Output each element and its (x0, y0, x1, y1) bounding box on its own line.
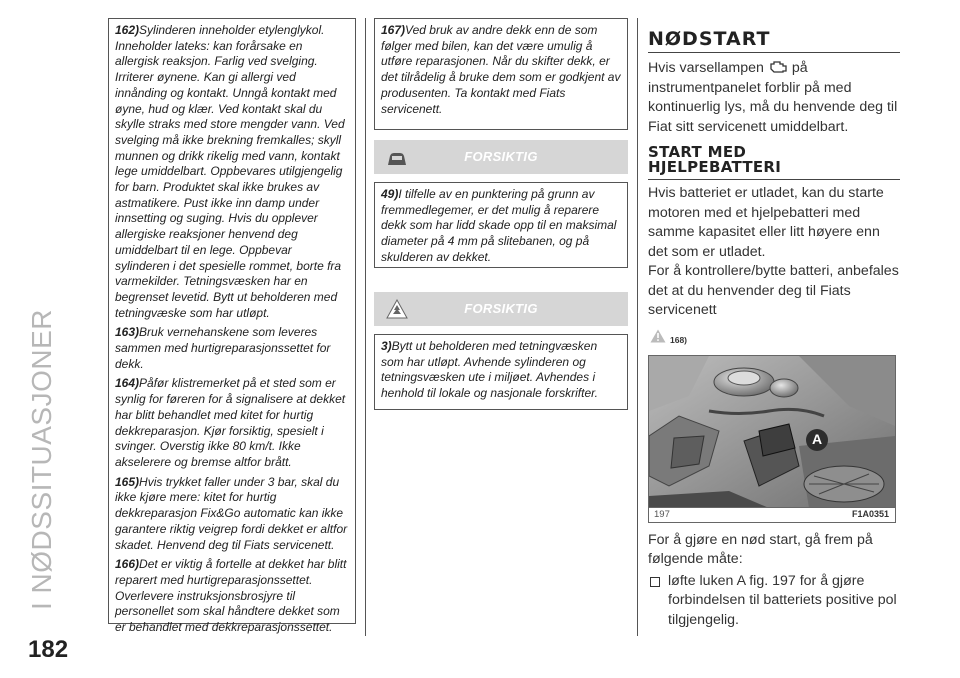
subheading-rule (648, 179, 900, 180)
warning-triangle-icon (650, 329, 666, 343)
section-heading: NØDSTART (648, 28, 771, 50)
note-text: I tilfelle av en punktering på grunn av fremmedlegemer, er det mulig å reparere dekk som har lidd skade opp til en maksimal diameter på 4 mm på slitebanen, og på skulderen av dekket. (381, 187, 617, 264)
note-number: 3) (381, 339, 392, 353)
subheading (648, 145, 900, 175)
column-divider (637, 18, 638, 636)
note-number: 164) (115, 376, 140, 391)
note-text: Påfør klistremerket på et sted som er synlig for føreren for å signalisere at dekket har blitt behandlet med kitet for hurtig dekkreparasjon. Kjør forsiktig, spesielt i svinger. Overstig ikke 80 km/t. Ikke akselerere og bremse altfor brått. (115, 376, 346, 469)
figure-callout-label: A (811, 430, 823, 447)
note-3 (381, 339, 621, 402)
note-text: Ved bruk av andre dekk enn de som følger med bilen, kan det være umulig å utføre reparasjonen. Når du skifter dekk, er det tilrådelig å bruke dem som er godkjent av produsenten. Ta kontakt med Fiats servicenett. (381, 23, 621, 116)
subheading-line: START MED (648, 143, 747, 161)
warning-reference (648, 327, 900, 351)
note-number: 163) (115, 325, 140, 340)
caution-banner (374, 140, 628, 174)
side-chapter-title (6, 30, 57, 610)
step-bullet-icon (650, 577, 660, 587)
note-number: 162) (115, 23, 140, 37)
note-number: 166) (115, 557, 140, 572)
intro-text-after: på instrumentpanelet forblir på med kontinuerlig lys, må du henvende deg til Fiat sitt servicenett umiddelbart. (648, 60, 898, 135)
caution-title: FORSIKTIG (464, 301, 538, 316)
note-167-box (374, 18, 628, 130)
engine-compartment-illustration (649, 356, 895, 508)
right-column (648, 20, 900, 630)
engine-warning-icon (768, 60, 788, 74)
side-chapter-title-text: I NØDSSITUASJONER (26, 309, 57, 610)
note-text: Det er viktig å fortelle at dekket har blitt reparert med hurtigreparasjonssettet. Overlevere instruksjonsbrosjyre til personellet som skal håndtere dekket som er behandlet med dekkreparasjonssettet. (115, 557, 347, 635)
note-3-box (374, 334, 628, 410)
note-number: 167) (381, 23, 406, 37)
warning-reference-number: 168) (670, 334, 688, 345)
note-164 (115, 376, 349, 470)
note-number: 165) (115, 474, 140, 489)
figure-number: 197 (654, 508, 670, 520)
notes-box-left (108, 18, 356, 635)
page-number: 182 (28, 636, 69, 663)
figure-engine-compartment (648, 355, 896, 523)
note-text: Hvis trykket faller under 3 bar, skal du ikke kjøre mere: kitet for hurtig dekkreparasjon Fix&Go automatic kan ikke garantere riktig veigrep fordi dekket er altfor skadet. Henvend deg til Fiats servicenett. (115, 474, 348, 552)
caution-title: FORSIKTIG (464, 149, 538, 164)
note-text: Bytt ut beholderen med tetningvæsken som har utløpt. Avhende sylinderen og tetningsvæsken ute i miljøet. Avhendes i henhold til lokale og nasjonale forskrifter. (381, 339, 599, 401)
note-49-box (374, 182, 628, 268)
note-text: Sylinderen inneholder etylenglykol. Inneholder lateks: kan forårsake en allergisk reaksjon. Farlig ved svelging. Irriterer øynene. Kan gi allergi ved innånding og kontakt. Unngå kontakt med øyne, hud og klær. Ved kontakt skal du skylle straks med store mengder vann. Ved svelging må ikke brekning fremkalles; skyll munnen og drikk rikelig med vann, kontakt lege umiddelbart. Oppbevares utilgjengelig for barn. Produktet skal ikke brukes av astmatikere. Pust ikke inn damp under innsetting og suging. Hvis du opplever allergiske reaksjoner henvend deg umiddelbart til en lege. Oppbevar sylinderen i det spesielle rommet, borte fra varmekilder. Tetningsvæsken har en begrenset levetid. Bytt ut beholderen med tetningvæske som har utløpt. (115, 23, 345, 320)
figure-code: F1A0351 (851, 508, 889, 519)
note-166 (115, 557, 349, 636)
step-item (648, 572, 900, 631)
note-165 (115, 475, 349, 554)
paragraph: Hvis batteriet er utladet, kan du starte motoren med et hjelpebatteri med samme kapasitet eller litt høyere enn det som er utladet. (648, 185, 884, 260)
note-49 (381, 187, 621, 266)
heading-rule (648, 52, 900, 53)
intro-paragraph (648, 59, 900, 137)
intro-text-before: Hvis varsellampen (648, 60, 764, 76)
note-163 (115, 325, 349, 372)
paragraph: For å gjøre en nød start, gå frem på følgende måte: (648, 531, 873, 567)
caution-banner (374, 292, 628, 326)
note-162 (115, 23, 349, 321)
subheading-line: HJELPEBATTERI (648, 158, 782, 176)
paragraph: For å kontrollere/bytte batteri, anbefales det at du henvender deg til Fiats servicenett (648, 263, 899, 318)
step-text: løfte luken A fig. 197 for å gjøre forbindelsen til batteriets positive pol tilgjengelig. (668, 572, 897, 628)
note-number: 49) (381, 187, 399, 201)
figure-caption (649, 507, 895, 522)
note-167 (381, 23, 621, 117)
column-divider (365, 18, 366, 636)
note-text: Bruk vernehanskene som leveres sammen med hurtigreparasjonssettet for dekk. (115, 325, 331, 371)
